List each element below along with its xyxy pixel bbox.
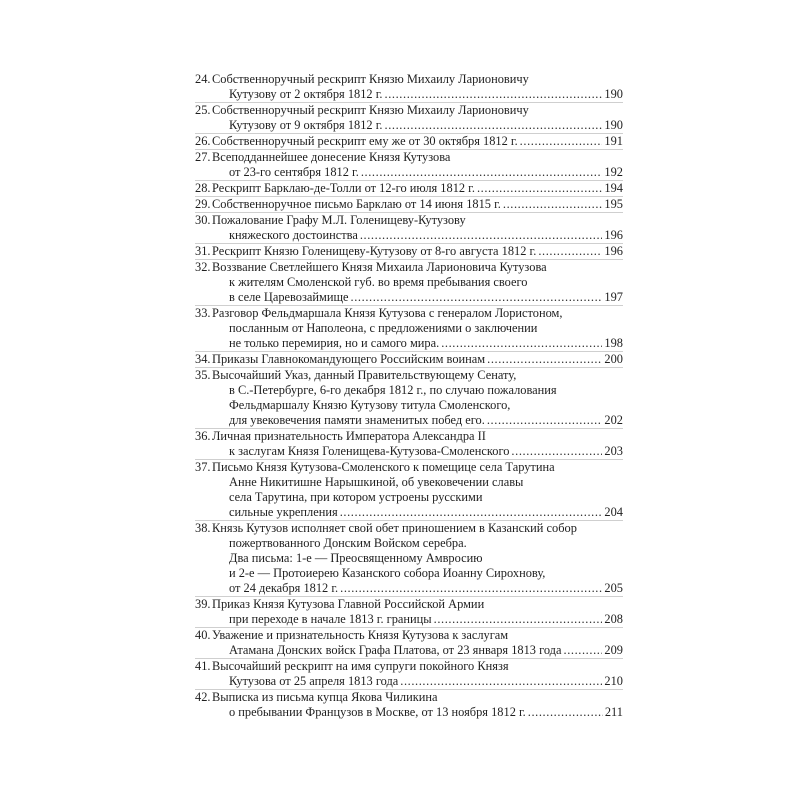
entry-title-line: Два письма: 1-е — Преосвященному Амвросию (229, 551, 483, 565)
toc-entry (195, 260, 623, 305)
dot-leader (487, 352, 602, 367)
entry-body (212, 150, 623, 180)
entry-body (212, 103, 623, 133)
entry-body (212, 597, 623, 627)
entry-title-line: Разговор Фельдмаршала Князя Кутузова с генералом Лористоном, (212, 306, 563, 320)
entry-body (212, 213, 623, 243)
entry-title-line: о пребывании Французов в Москве, от 13 ноября 1812 г. (229, 705, 526, 719)
entry-title-line: села Тарутина, при котором устроены русскими (229, 490, 483, 504)
entry-title-line: от 23-го сентября 1812 г. (229, 165, 359, 179)
entry-body (212, 690, 623, 720)
entry-number: 27. (195, 150, 211, 164)
entry-number: 32. (195, 260, 211, 274)
entry-title-line: Рескрипт Князю Голенищеву-Кутузову от 8-го августа 1812 г. (212, 244, 537, 258)
page-number: 194 (604, 181, 623, 195)
entry-body (212, 181, 623, 196)
entry-body (212, 521, 623, 596)
entry-body (212, 134, 623, 149)
dot-leader (520, 134, 603, 149)
entry-title-line: Собственноручное письмо Барклаю от 14 июня 1815 г. (212, 197, 501, 211)
entry-number: 38. (195, 521, 211, 535)
toc-entry (195, 521, 623, 596)
table-of-contents (195, 72, 623, 720)
toc-entry (195, 429, 623, 459)
entry-title-line: Рескрипт Барклаю-де-Толли от 12-го июля 1812 г. (212, 181, 475, 195)
entry-title-line: Атамана Донских войск Графа Платова, от 23 января 1813 года (229, 643, 562, 657)
page-number: 210 (604, 674, 623, 688)
entry-title-line: Кутузова от 25 апреля 1813 года (229, 674, 399, 688)
entry-body (212, 244, 623, 259)
entry-title-line: не только перемирия, но и самого мира. (229, 336, 440, 350)
page-number: 202 (604, 413, 623, 427)
entry-last-line (212, 197, 623, 212)
dot-leader (477, 181, 602, 196)
page-number: 195 (604, 197, 623, 211)
entry-title-line: к жителям Смоленской губ. во время пребывания своего (229, 275, 528, 289)
toc-entry (195, 368, 623, 428)
entry-body (212, 260, 623, 305)
toc-entry (195, 150, 623, 180)
entry-last-line (212, 413, 623, 428)
dot-leader (361, 165, 603, 180)
entry-title-line: Анне Никитишне Нарышкиной, об увековечении славы (229, 475, 524, 489)
page-number: 190 (604, 118, 623, 132)
entry-title-line: Собственноручный рескрипт Князю Михаилу Ларионовичу (212, 72, 529, 86)
entry-number: 40. (195, 628, 211, 642)
entry-number: 26. (195, 134, 211, 148)
dot-leader (360, 228, 603, 243)
entry-body (212, 460, 623, 520)
dot-leader (511, 444, 602, 459)
entry-last-line (212, 674, 623, 689)
entry-title-line: Личная признательность Императора Александра II (212, 429, 486, 443)
entry-title-line: Пожалование Графу М.Л. Голенищеву-Кутузову (212, 213, 466, 227)
toc-entry (195, 197, 623, 212)
entry-title-line: Собственноручный рескрипт ему же от 30 октября 1812 г. (212, 134, 518, 148)
toc-entry (195, 72, 623, 102)
entry-last-line (212, 181, 623, 196)
entry-number: 24. (195, 72, 211, 86)
entry-title-line: в селе Царевозаймище (229, 290, 349, 304)
entry-body (212, 659, 623, 689)
dot-leader (385, 87, 603, 102)
entry-number: 30. (195, 213, 211, 227)
entry-title-line: Приказ Князя Кутузова Главной Российской Армии (212, 597, 485, 611)
page-number: 209 (604, 643, 623, 657)
entry-title-line: для увековечения памяти знаменитых побед его. (229, 413, 485, 427)
entry-body (212, 72, 623, 102)
entry-body (212, 628, 623, 658)
toc-entry (195, 690, 623, 720)
entry-title-line: княжеского достоинства (229, 228, 358, 242)
dot-leader (400, 674, 602, 689)
entry-body (212, 368, 623, 428)
entry-title-line: Кутузову от 9 октября 1812 г. (229, 118, 383, 132)
entry-number: 42. (195, 690, 211, 704)
entry-number: 25. (195, 103, 211, 117)
toc-entry (195, 597, 623, 627)
entry-title-line: Кутузову от 2 октября 1812 г. (229, 87, 383, 101)
entry-body (212, 352, 623, 367)
entry-title-line: от 24 декабря 1812 г. (229, 581, 339, 595)
page-number: 191 (604, 134, 623, 148)
dot-leader (434, 612, 603, 627)
dot-leader (351, 290, 603, 305)
dot-leader (340, 505, 603, 520)
entry-title-line: Высочайший Указ, данный Правительствующему Сенату, (212, 368, 517, 382)
dot-leader (528, 705, 603, 720)
entry-number: 41. (195, 659, 211, 673)
page-number: 198 (604, 336, 623, 350)
entry-title-line: посланным от Наполеона, с предложениями о заключении (229, 321, 538, 335)
entry-title-line: Выписка из письма купца Якова Чиликина (212, 690, 438, 704)
toc-entry (195, 181, 623, 196)
entry-number: 33. (195, 306, 211, 320)
toc-entry (195, 306, 623, 351)
entry-number: 31. (195, 244, 211, 258)
entry-last-line (212, 612, 623, 627)
entry-title-line: при переходе в начале 1813 г. границы (229, 612, 432, 626)
page-number: 205 (604, 581, 623, 595)
entry-title-line: Письмо Князя Кутузова-Смоленского к помещице села Тарутина (212, 460, 555, 474)
toc-entry (195, 460, 623, 520)
entry-title-line: Воззвание Светлейшего Князя Михаила Ларионовича Кутузова (212, 260, 547, 274)
dot-leader (503, 197, 603, 212)
dot-leader (441, 336, 602, 351)
entry-last-line (212, 352, 623, 367)
entry-body (212, 429, 623, 459)
entry-last-line (212, 134, 623, 149)
entry-title-line: в С.-Петербурге, 6-го декабря 1812 г., по случаю пожалования (229, 383, 557, 397)
entry-title-line: Уважение и признательность Князя Кутузова к заслугам (212, 628, 509, 642)
entry-number: 36. (195, 429, 211, 443)
entry-number: 35. (195, 368, 211, 382)
page-number: 203 (604, 444, 623, 458)
toc-entry (195, 628, 623, 658)
entry-title-line: сильные укрепления (229, 505, 338, 519)
dot-leader (340, 581, 602, 596)
entry-last-line (212, 505, 623, 520)
entry-title-line: и 2-е — Протоиерею Казанского собора Иоанну Сирохнову, (229, 566, 546, 580)
dot-leader (385, 118, 603, 133)
entry-last-line (212, 643, 623, 658)
entry-number: 28. (195, 181, 211, 195)
entry-last-line (212, 228, 623, 243)
toc-entry (195, 213, 623, 243)
entry-title-line: Всеподданнейшее донесение Князя Кутузова (212, 150, 451, 164)
entry-number: 37. (195, 460, 211, 474)
entry-number: 34. (195, 352, 211, 366)
page-number: 196 (604, 228, 623, 242)
page-number: 190 (604, 87, 623, 101)
toc-entry (195, 244, 623, 259)
entry-last-line (212, 705, 623, 720)
entry-body (212, 306, 623, 351)
entry-last-line (212, 336, 623, 351)
entry-last-line (212, 87, 623, 102)
entry-body (212, 197, 623, 212)
entry-title-line: пожертвованного Донским Войском серебра. (229, 536, 467, 550)
page-number: 192 (604, 165, 623, 179)
toc-entry (195, 103, 623, 133)
entry-last-line (212, 581, 623, 596)
entry-title-line: к заслугам Князя Голенищева-Кутузова-Смоленского (229, 444, 510, 458)
page-number: 196 (604, 244, 623, 258)
entry-title-line: Князь Кутузов исполняет свой обет приношением в Казанский собор (212, 521, 577, 535)
page-number: 208 (604, 612, 623, 626)
dot-leader (538, 244, 602, 259)
toc-entry (195, 134, 623, 149)
entry-last-line (212, 165, 623, 180)
page-number: 197 (604, 290, 623, 304)
dot-leader (487, 413, 603, 428)
page-number: 200 (604, 352, 623, 366)
entry-last-line (212, 244, 623, 259)
toc-entry (195, 352, 623, 367)
entry-title-line: Приказы Главнокомандующего Российским воинам (212, 352, 486, 366)
entry-number: 39. (195, 597, 211, 611)
page-number: 211 (604, 705, 623, 719)
dot-leader (564, 643, 603, 658)
toc-entry (195, 659, 623, 689)
entry-title-line: Высочайший рескрипт на имя супруги покойного Князя (212, 659, 509, 673)
page-number: 204 (604, 505, 623, 519)
entry-last-line (212, 444, 623, 459)
entry-title-line: Собственноручный рескрипт Князю Михаилу Ларионовичу (212, 103, 529, 117)
entry-title-line: Фельдмаршалу Князю Кутузову титула Смоленского, (229, 398, 511, 412)
entry-last-line (212, 290, 623, 305)
entry-last-line (212, 118, 623, 133)
entry-number: 29. (195, 197, 211, 211)
